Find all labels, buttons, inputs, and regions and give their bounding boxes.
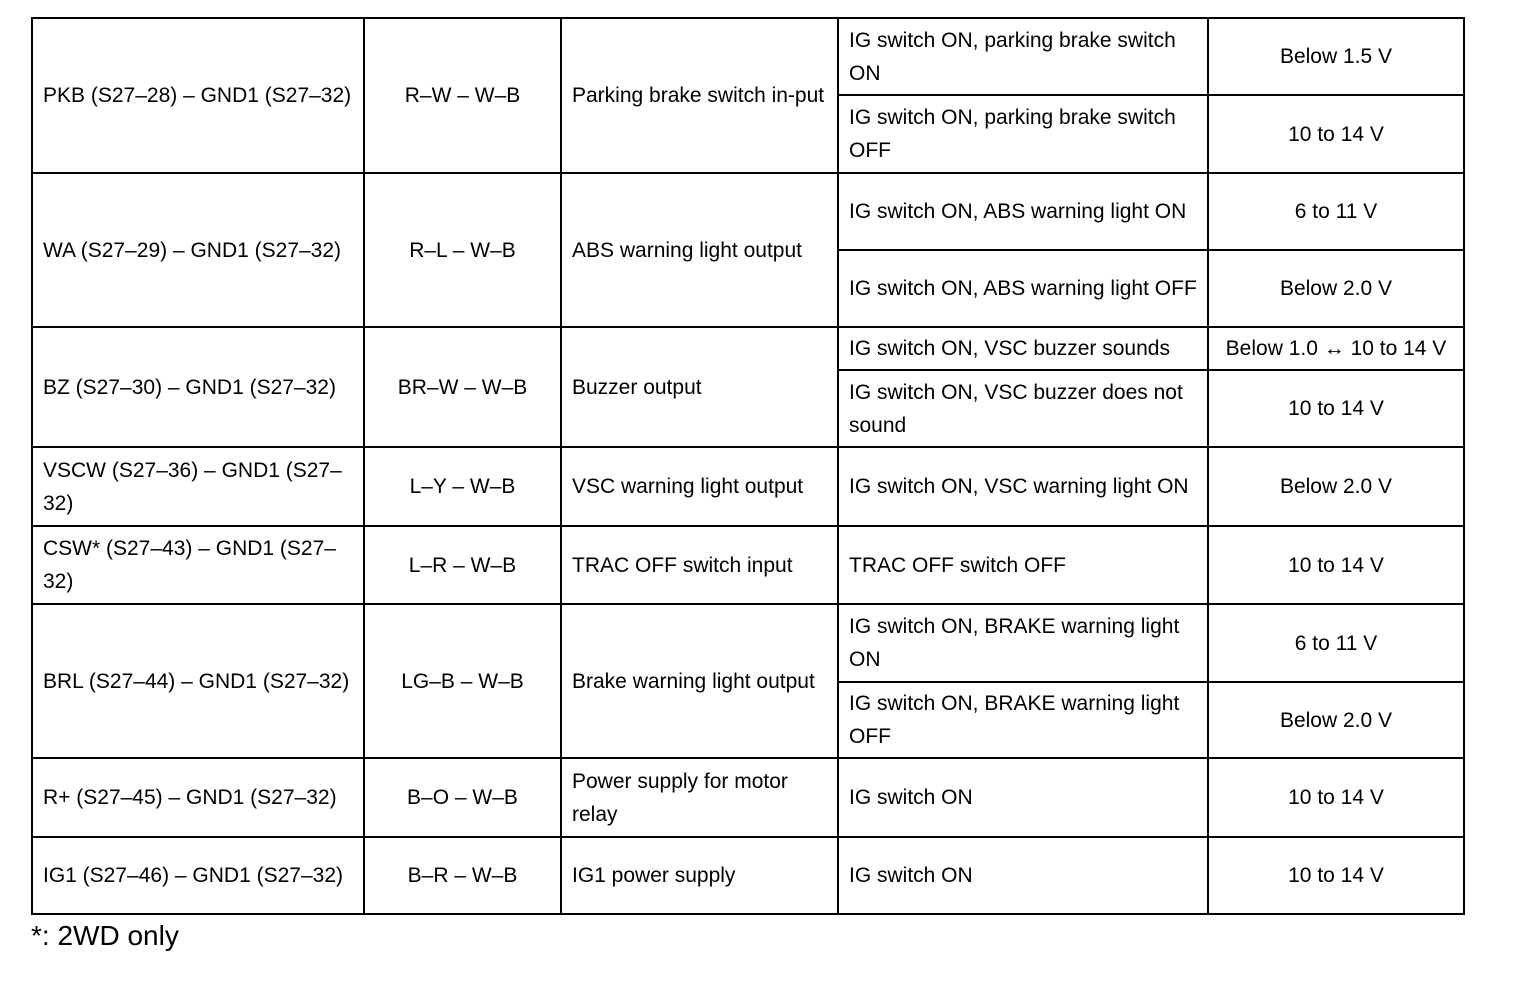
- terminal-cell: R+ (S27–45) – GND1 (S27–32): [32, 758, 364, 837]
- condition-cell: TRAC OFF switch OFF: [838, 526, 1208, 604]
- table-row: [32, 327, 1464, 370]
- wiring-color-cell: L–Y – W–B: [364, 447, 561, 526]
- wiring-color-cell: R–L – W–B: [364, 173, 561, 327]
- description-cell: IG1 power supply: [561, 837, 838, 914]
- terminal-spec-table: [31, 17, 1465, 915]
- table-row: [32, 837, 1464, 914]
- condition-cell: IG switch ON, BRAKE warning light OFF: [838, 682, 1208, 758]
- spec-cell: Below 1.0 ↔ 10 to 14 V: [1208, 327, 1464, 370]
- terminal-cell: BRL (S27–44) – GND1 (S27–32): [32, 604, 364, 758]
- table-row: [32, 526, 1464, 604]
- condition-cell: IG switch ON, ABS warning light ON: [838, 173, 1208, 250]
- condition-cell: IG switch ON, parking brake switch ON: [838, 18, 1208, 95]
- table-row: [32, 18, 1464, 95]
- condition-cell: IG switch ON, VSC buzzer sounds: [838, 327, 1208, 370]
- description-cell: VSC warning light output: [561, 447, 838, 526]
- wiring-color-cell: LG–B – W–B: [364, 604, 561, 758]
- terminal-spec-table-body: [32, 18, 1464, 914]
- description-cell: Parking brake switch in-put: [561, 18, 838, 173]
- terminal-cell: PKB (S27–28) – GND1 (S27–32): [32, 18, 364, 173]
- condition-cell: IG switch ON, BRAKE warning light ON: [838, 604, 1208, 682]
- spec-cell: 10 to 14 V: [1208, 95, 1464, 173]
- description-cell: Buzzer output: [561, 327, 838, 447]
- spec-cell: 10 to 14 V: [1208, 370, 1464, 447]
- spec-cell: 10 to 14 V: [1208, 526, 1464, 604]
- table-row: [32, 447, 1464, 526]
- terminal-cell: BZ (S27–30) – GND1 (S27–32): [32, 327, 364, 447]
- terminal-cell: VSCW (S27–36) – GND1 (S27–32): [32, 447, 364, 526]
- wiring-color-cell: L–R – W–B: [364, 526, 561, 604]
- terminal-cell: IG1 (S27–46) – GND1 (S27–32): [32, 837, 364, 914]
- table-row: [32, 758, 1464, 837]
- spec-cell: 6 to 11 V: [1208, 173, 1464, 250]
- spec-cell: 10 to 14 V: [1208, 758, 1464, 837]
- description-cell: Brake warning light output: [561, 604, 838, 758]
- terminal-cell: WA (S27–29) – GND1 (S27–32): [32, 173, 364, 327]
- spec-cell: 10 to 14 V: [1208, 837, 1464, 914]
- condition-cell: IG switch ON, ABS warning light OFF: [838, 250, 1208, 327]
- description-cell: ABS warning light output: [561, 173, 838, 327]
- spec-cell: Below 2.0 V: [1208, 682, 1464, 758]
- wiring-color-cell: BR–W – W–B: [364, 327, 561, 447]
- spec-cell: Below 2.0 V: [1208, 250, 1464, 327]
- description-cell: Power supply for motor relay: [561, 758, 838, 837]
- wiring-color-cell: B–R – W–B: [364, 837, 561, 914]
- wiring-color-cell: R–W – W–B: [364, 18, 561, 173]
- spec-cell: Below 2.0 V: [1208, 447, 1464, 526]
- spec-cell: Below 1.5 V: [1208, 18, 1464, 95]
- footnote: *: 2WD only: [31, 920, 179, 951]
- description-cell: TRAC OFF switch input: [561, 526, 838, 604]
- condition-cell: IG switch ON, VSC buzzer does not sound: [838, 370, 1208, 447]
- condition-cell: IG switch ON: [838, 837, 1208, 914]
- terminal-cell: CSW* (S27–43) – GND1 (S27–32): [32, 526, 364, 604]
- condition-cell: IG switch ON, VSC warning light ON: [838, 447, 1208, 526]
- spec-cell: 6 to 11 V: [1208, 604, 1464, 682]
- condition-cell: IG switch ON: [838, 758, 1208, 837]
- table-row: [32, 604, 1464, 682]
- wiring-color-cell: B–O – W–B: [364, 758, 561, 837]
- table-row: [32, 173, 1464, 250]
- condition-cell: IG switch ON, parking brake switch OFF: [838, 95, 1208, 173]
